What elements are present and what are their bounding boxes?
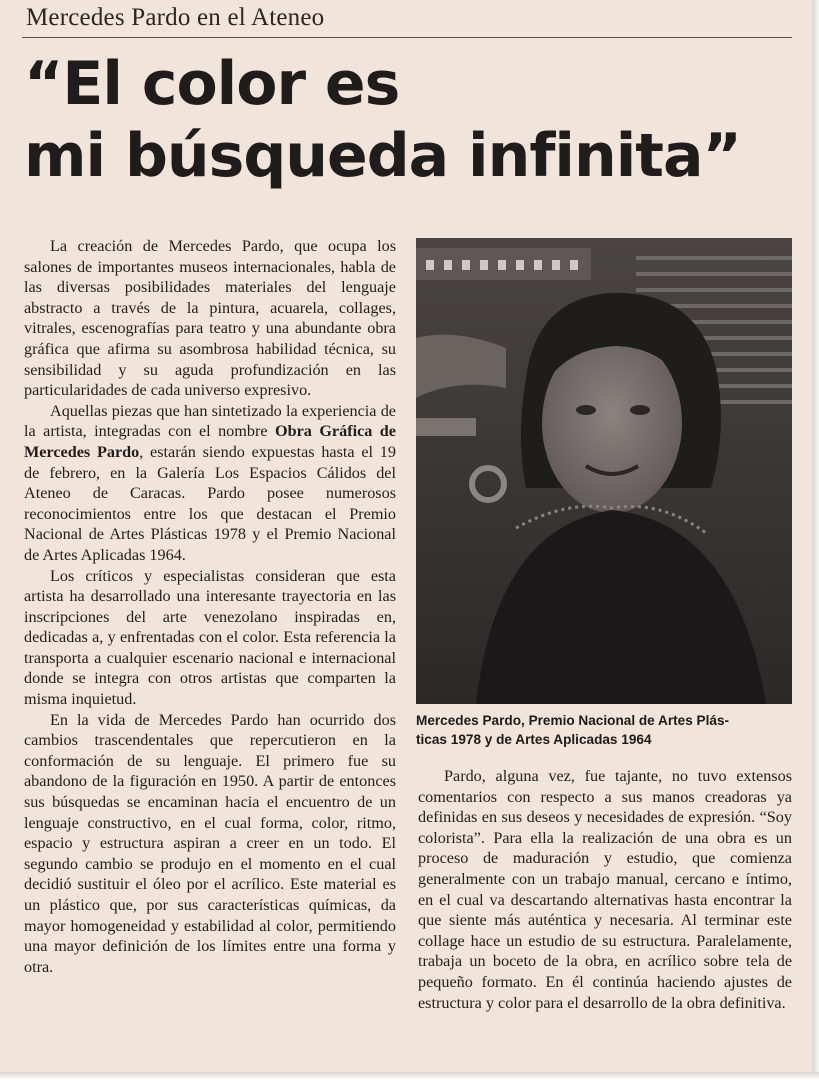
portrait-photo xyxy=(416,238,792,704)
portrait-image xyxy=(416,238,792,704)
article-column-right xyxy=(418,766,792,1013)
paragraph-2 xyxy=(24,401,396,566)
header-rule xyxy=(22,37,792,38)
paragraph-5: Pardo, alguna vez, fue tajante, no tuvo extensos comentarios con respecto a sus manos creadoras ya definidas en sus deseos y necesidades de expresión. “Soy colorista”. Para ella la realización de una obra es un proceso de maduración y estudio, que comienza generalmente con un trabajo manual, cercano e íntimo, en el cual va descartando alternativas hasta encontrar la que siente más auténtica y necesaria. Al terminar este collage hace un estudio de su estructura. Paralelamente, trabaja un boceto de la obra, en acrílico sobre tela de pequeño formato. En él continúa haciendo ajustes de estructura y color para el desarrollo de la obra definitiva. xyxy=(418,767,792,1012)
headline-line-2: mi búsqueda infinita” xyxy=(24,121,741,191)
paragraph-3: Los críticos y especialistas consideran que esta artista ha desarrollado una interesante trayectoria en las inscripciones del arte venezolano inspiradas en, dedicadas a, y enfrentadas con el color. Esta referencia la transporta a cualquier escenario nacional e internacional donde se integra con otros artistas que comparten la misma inquietud. xyxy=(24,566,396,709)
article-column-left xyxy=(24,236,396,977)
paragraph-4: En la vida de Mercedes Pardo han ocurrido dos cambios trascendentales que repercutieron en la conformación de su lenguaje. El primero fue su abandono de la figuración en 1950. A partir de entonces sus búsquedas se encaminan hacia el encuentro de un lenguaje constructivo, en el cual forma, color, ritmo, espacio y estructura aspiran a creer en un todo. El segundo cambio se produjo en el momento en el cual decidió sustituir el óleo por el acrílico. Este material es un plástico que, por sus características químicas, da mayor homogeneidad y estabilidad al color, permitiendo una mayor definición de los límites entre una forma y otra. xyxy=(24,710,396,976)
paragraph-1: La creación de Mercedes Pardo, que ocupa los salones de importantes museos internacionales, habla de las diversas posibilidades materiales del lenguaje abstracto a través de la pintura, acuarela, collages, vitrales, escenografías para teatro y una abundante obra gráfica que afirma su asombrosa habilidad técnica, su sensibilidad y su aguda profundización en las particularidades de cada universo expresivo. xyxy=(24,237,396,400)
paragraph-2-end: , estarán siendo expuestas hasta el 19 de febrero, en la Galería Los Espacios Cálidos del Ateneo de Caracas. Pardo posee numerosos reconocimientos entre los que destacan el Premio Nacional de Artes Plásticas 1978 y el Premio Nacional de Artes Aplicadas 1964. xyxy=(24,442,396,564)
headline xyxy=(24,48,804,192)
photo-caption xyxy=(416,711,796,749)
paragraph-2-start: Aquellas piezas que han sintetizado la experiencia de la artista, integradas con el nombre xyxy=(24,401,396,441)
page-edge-bottom xyxy=(0,1072,819,1080)
section-kicker: Mercedes Pardo en el Ateneo xyxy=(26,4,325,31)
caption-line-1: Mercedes Pardo, Premio Nacional de Artes Plás- xyxy=(416,713,730,728)
page-edge-right xyxy=(812,0,819,1080)
exhibition-title: Obra Gráfica de Mercedes Pardo xyxy=(24,422,396,461)
caption-line-2: ticas 1978 y de Artes Aplicadas 1964 xyxy=(416,732,652,747)
headline-line-1: “El color es xyxy=(24,49,400,119)
